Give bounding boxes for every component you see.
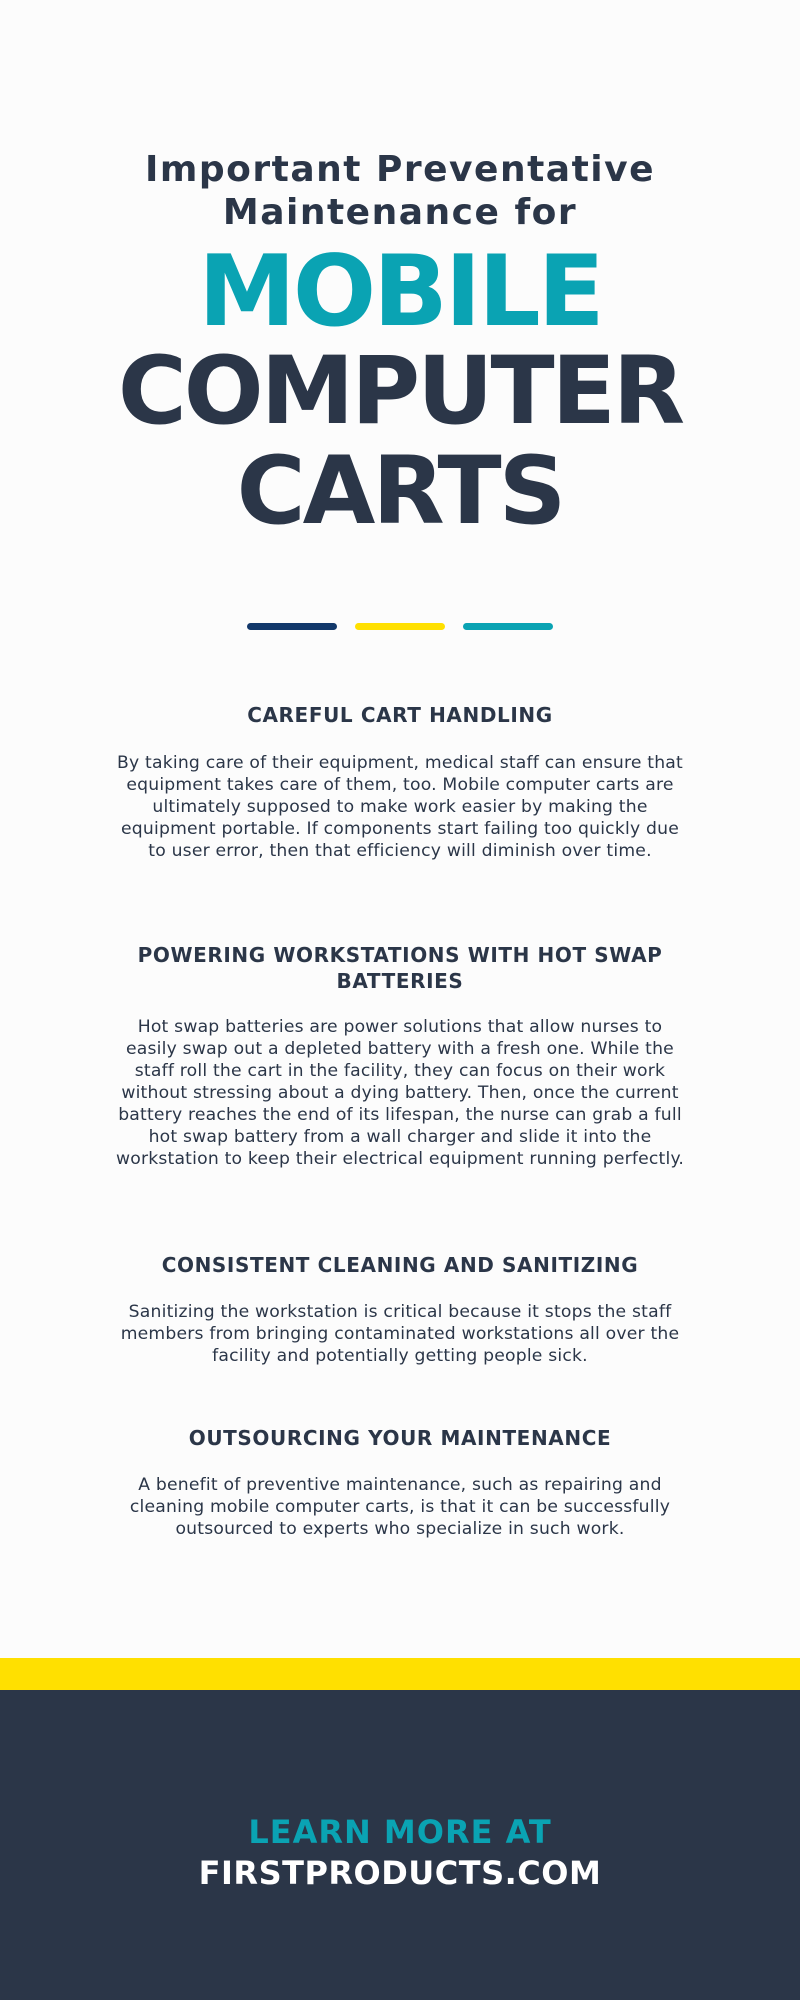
section-body: A benefit of preventive maintenance, such as repairing and cleaning mobile computer carts, is that it can be successfully outsourced to experts who specialize in such work. (129, 1475, 671, 1539)
footer-accent-band (0, 1658, 800, 1690)
section-body: By taking care of their equipment, medical staff can ensure that equipment takes care of them, too. Mobile computer carts are ultimately supposed to make work easier by making the equipment portable. If components start failing too quickly due to user error, then that efficiency will diminish over time. (117, 753, 683, 861)
section-heading: OUTSOURCING YOUR MAINTENANCE (188, 1426, 612, 1450)
subtitle (0, 148, 800, 234)
section-cleaning-sanitizing (110, 1252, 690, 1367)
section-heading: CAREFUL CART HANDLING (247, 703, 553, 727)
section-hot-swap-batteries (110, 942, 690, 1170)
divider-dark-blue (247, 623, 337, 630)
title-word-computer: COMPUTER (117, 337, 683, 446)
divider-yellow (355, 623, 445, 630)
footer-learn-more: LEARN MORE AT (248, 1813, 552, 1851)
subtitle-line-1: Important Preventative (144, 149, 656, 190)
footer (0, 1690, 800, 2000)
title-word-mobile: MOBILE (198, 235, 602, 349)
section-body: Hot swap batteries are power solutions that allow nurses to easily swap out a depleted battery with a fresh one. While the staff roll the cart in the facility, they can focus on their work without stressing about a dying battery. Then, once the current battery reaches the end of its lifespan, the nurse can grab a full hot swap battery from a wall charger and slide it into the workstation to keep their electrical equipment running perfectly. (115, 1017, 685, 1169)
header (0, 148, 800, 546)
divider-teal (463, 623, 553, 630)
section-heading: CONSISTENT CLEANING AND SANITIZING (161, 1253, 639, 1277)
footer-website-link[interactable]: FIRSTPRODUCTS.COM (198, 1854, 602, 1892)
section-body: Sanitizing the workstation is critical because it stops the staff members from bringing contaminated workstations all over the facility and potentially getting people sick. (120, 1302, 680, 1366)
section-careful-cart-handling (110, 702, 690, 862)
section-outsourcing-maintenance (110, 1425, 690, 1540)
section-heading: POWERING WORKSTATIONS WITH HOT SWAP BATTERIES (137, 943, 663, 993)
divider-row (0, 623, 800, 630)
main-title (0, 235, 800, 546)
title-word-carts: CARTS (236, 437, 564, 546)
subtitle-line-2: Maintenance for (222, 192, 578, 233)
